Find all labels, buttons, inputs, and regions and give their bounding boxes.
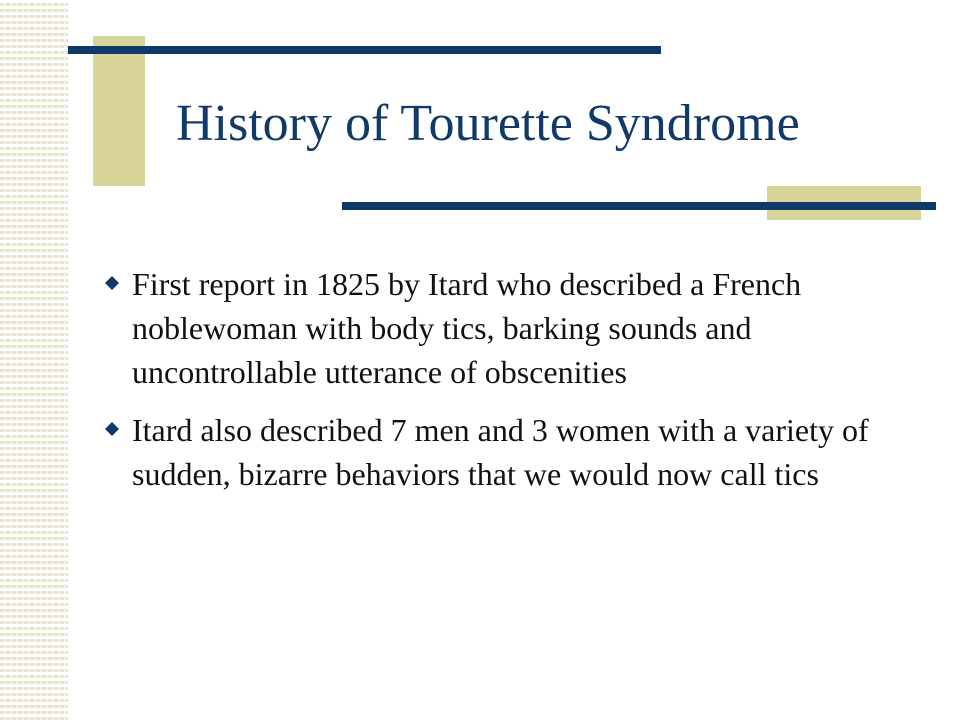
diamond-bullet-icon [104, 275, 120, 291]
decorative-navy-line-top [68, 46, 661, 54]
bullet-text: First report in 1825 by Itard who described a French noblewoman with body tics, barking sounds and uncontrollable utterance of obscenities [132, 266, 802, 390]
decorative-tan-block-top [93, 36, 145, 186]
bullet-item [104, 262, 924, 394]
left-striped-margin [0, 0, 68, 720]
decorative-navy-line-bottom [342, 202, 936, 210]
slide-title: History of Tourette Syndrome [176, 95, 800, 152]
diamond-bullet-icon [104, 421, 120, 437]
bullet-item [104, 408, 924, 496]
bullet-text: Itard also described 7 men and 3 women with a variety of sudden, bizarre behaviors that we would now call tics [132, 412, 869, 492]
bullet-list [104, 262, 924, 510]
